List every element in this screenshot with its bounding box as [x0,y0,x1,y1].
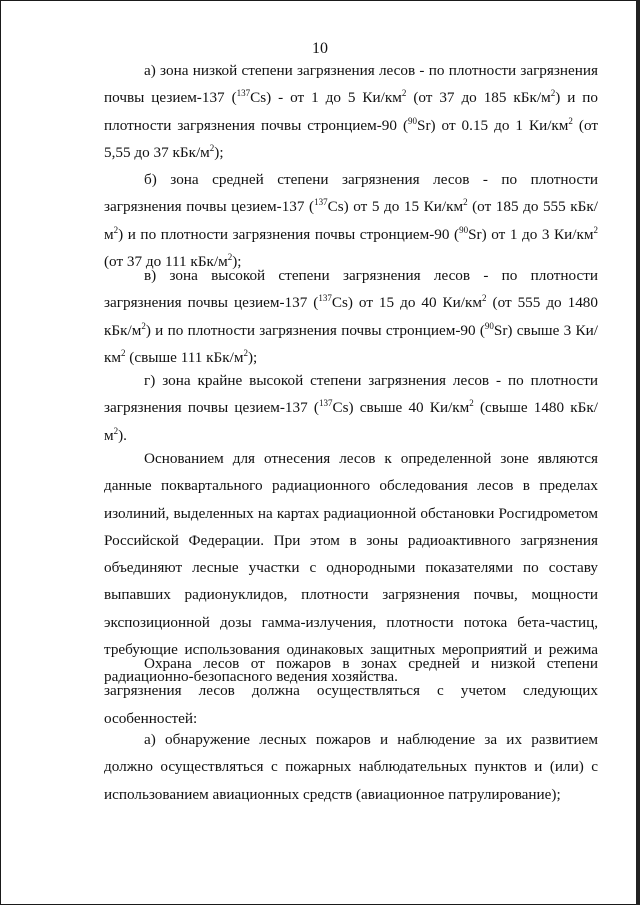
text-run: (от 37 до 111 кБк/м [104,252,228,270]
text-run: Cs) от 15 до 40 Ки/км [331,294,483,312]
text-run: а) зона низкой степени загрязнения лесов - по плотности загрязнения почвы цезием-137 ( [104,62,598,107]
text-run: (свыше 1480 кБк/м [104,399,598,444]
text-run: (от 555 до 1480 кБк/м [104,294,598,339]
superscript: 90 [408,115,418,126]
paragraph-zone-medium [104,166,598,275]
text-run: Cs) - от 1 до 5 Ки/км [250,89,402,107]
scan-edge [636,0,640,905]
superscript: 2 [568,115,573,126]
superscript: 2 [550,88,556,99]
superscript: 2 [401,88,407,99]
text-run: в) зона высокой степени загрязнения лесов - по плотности загрязнения почвы цезием-137 ( [104,267,598,312]
text-run: Основанием для отнесения лесов к определенной зоне являются данные поквартального радиационного обследования лесов в пределах изолиний, выделенных на картах радиационной обстановки Росгидрометом Российской Федерации. При этом в зоны радиоактивного загрязнения объединяют лесные участки с однородными показателями по составу выпавших радионуклидов, плотности загрязнения почвы, мощности экспозиционной дозы гамма-излучения, плотности потока бета-частиц, требующие использования одинаковых защитных мероприятий и режима радиационно-безопасного ведения хозяйства. [104,450,598,686]
text-run: Охрана лесов от пожаров в зонах средней и низкой степени загрязнения лесов должна осуществляться с учетом следующих особенностей: [104,655,598,727]
text-run: Sr) от 0.15 до 1 Ки/км [417,116,569,134]
superscript: 2 [113,224,119,235]
text-run: (от 185 до 555 кБк/м [104,198,598,243]
superscript: 137 [236,88,251,99]
superscript: 90 [484,320,494,331]
text-run: Sr) от 1 до 3 Ки/км [468,225,594,243]
superscript: 137 [318,293,332,304]
text-run: а) обнаружение лесных пожаров и наблюдение за их развитием должно осуществляться с пожарных наблюдательных пунктов и (или) с использованием авиационных средств (авиационное патрулирование); [104,731,598,803]
paragraph-zone-low [104,57,598,166]
text-run: г) зона крайне высокой степени загрязнения лесов - по плотности загрязнения почвы цезием-137 ( [104,372,598,417]
superscript: 2 [593,224,598,235]
paragraph-zone-high [104,262,598,371]
text-run: ) и по плотности загрязнения почвы стронцием-90 ( [104,89,598,134]
text-run: ); [232,252,242,270]
text-run: ) и по плотности загрязнения почвы стронцием-90 ( [145,321,485,339]
text-run: (от 5,55 до 37 кБк/м [104,116,598,161]
superscript: 2 [121,347,126,358]
paragraph-zone-extreme [104,367,598,449]
text-run: Sr) свыше 3 Ки/км [104,321,598,366]
superscript: 137 [314,197,328,208]
text-run: б) зона средней степени загрязнения лесов - по плотности загрязнения почвы цезием-137 ( [104,171,598,216]
text-run: ); [247,348,258,366]
superscript: 2 [227,251,233,262]
text-run: Cs) от 5 до 15 Ки/км [327,198,464,216]
superscript: 137 [318,398,333,409]
paragraph-fire-protection [104,650,598,732]
superscript: 2 [463,197,468,208]
superscript: 2 [141,320,146,331]
page-number: 10 [312,40,328,57]
text-run: (от 37 до 185 кБк/м [406,89,551,107]
text-run: ); [214,143,224,161]
text-run: ). [118,426,127,444]
superscript: 2 [209,142,215,153]
superscript: 2 [243,347,248,358]
text-run: Cs) свыше 40 Ки/км [332,399,470,417]
text-run: (свыше 111 кБк/м [125,348,244,366]
superscript: 90 [459,224,469,235]
superscript: 2 [113,425,119,436]
superscript: 2 [482,293,487,304]
superscript: 2 [469,398,474,409]
text-run: ) и по плотности загрязнения почвы стронцием-90 ( [118,225,460,243]
paragraph-detection [104,726,598,808]
